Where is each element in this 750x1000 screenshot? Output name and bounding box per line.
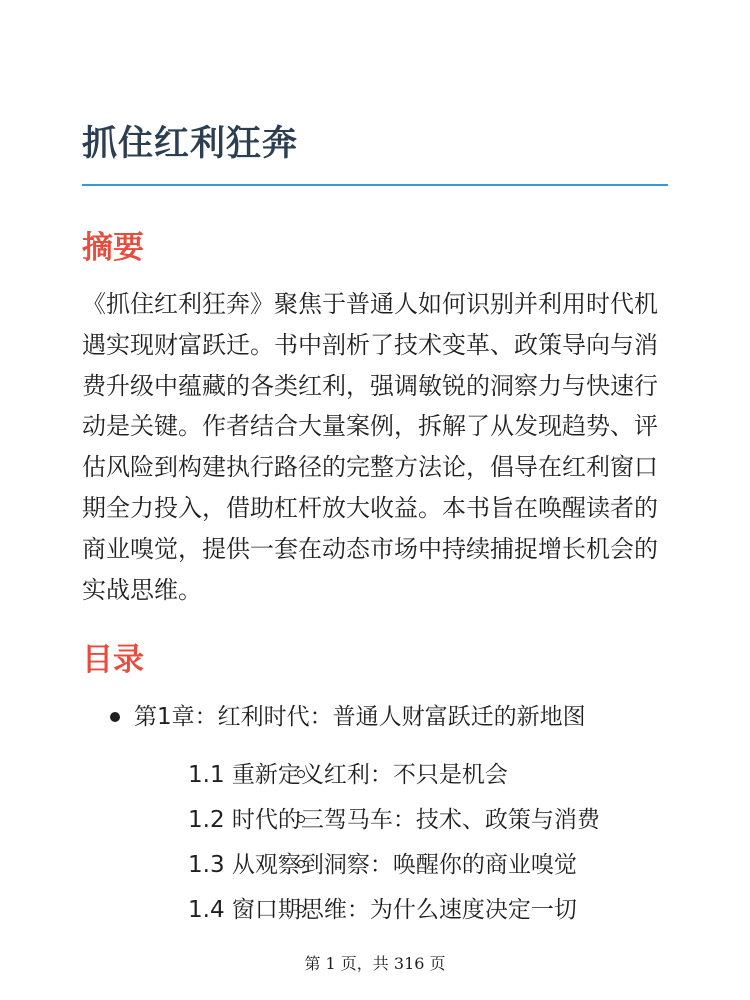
section-label: 1.3 从观察到洞察：唤醒你的商业嗅觉 — [188, 852, 577, 878]
section-label: 1.1 重新定义红利：不只是机会 — [188, 762, 508, 788]
toc-chapter-1[interactable] — [0, 700, 750, 927]
toc-heading: 目录 — [82, 642, 144, 678]
section-label: 1.2 时代的三驾马车：技术、政策与消费 — [188, 807, 600, 833]
summary-heading: 摘要 — [82, 230, 144, 266]
chapter-label: 第1章：红利时代：普通人财富跃迁的新地图 — [134, 704, 586, 730]
chapter-sections — [134, 758, 750, 927]
toc-section-1-2[interactable] — [134, 803, 750, 837]
summary-paragraph: 《抓住红利狂奔》聚焦于普通人如何识别并利用时代机遇实现财富跃迁。书中剖析了技术变革、政策导向与消费升级中蕴藏的各类红利，强调敏锐的洞察力与快速行动是关键。作者结合大量案例，拆解了从发现趋势、评估风险到构建执行路径的完整方法论，倡导在红利窗口期全力投入，借助杠杆放大收益。本书旨在唤醒读者的商业嗅觉，提供一套在动态市场中持续捕捉增长机会的实战思维。 — [82, 290, 658, 604]
page-number: 第 1 页，共 316 页 — [304, 954, 446, 973]
toc-section-1-1[interactable] — [134, 758, 750, 792]
toc-section-1-4[interactable] — [134, 893, 750, 927]
book-title: 抓住红利狂奔 — [82, 124, 299, 164]
toc-section-1-3[interactable] — [134, 848, 750, 882]
section-label: 1.4 窗口期思维：为什么速度决定一切 — [188, 897, 577, 923]
title-divider — [82, 184, 668, 186]
bullet-disc-icon — [110, 712, 120, 722]
table-of-contents — [0, 700, 750, 938]
